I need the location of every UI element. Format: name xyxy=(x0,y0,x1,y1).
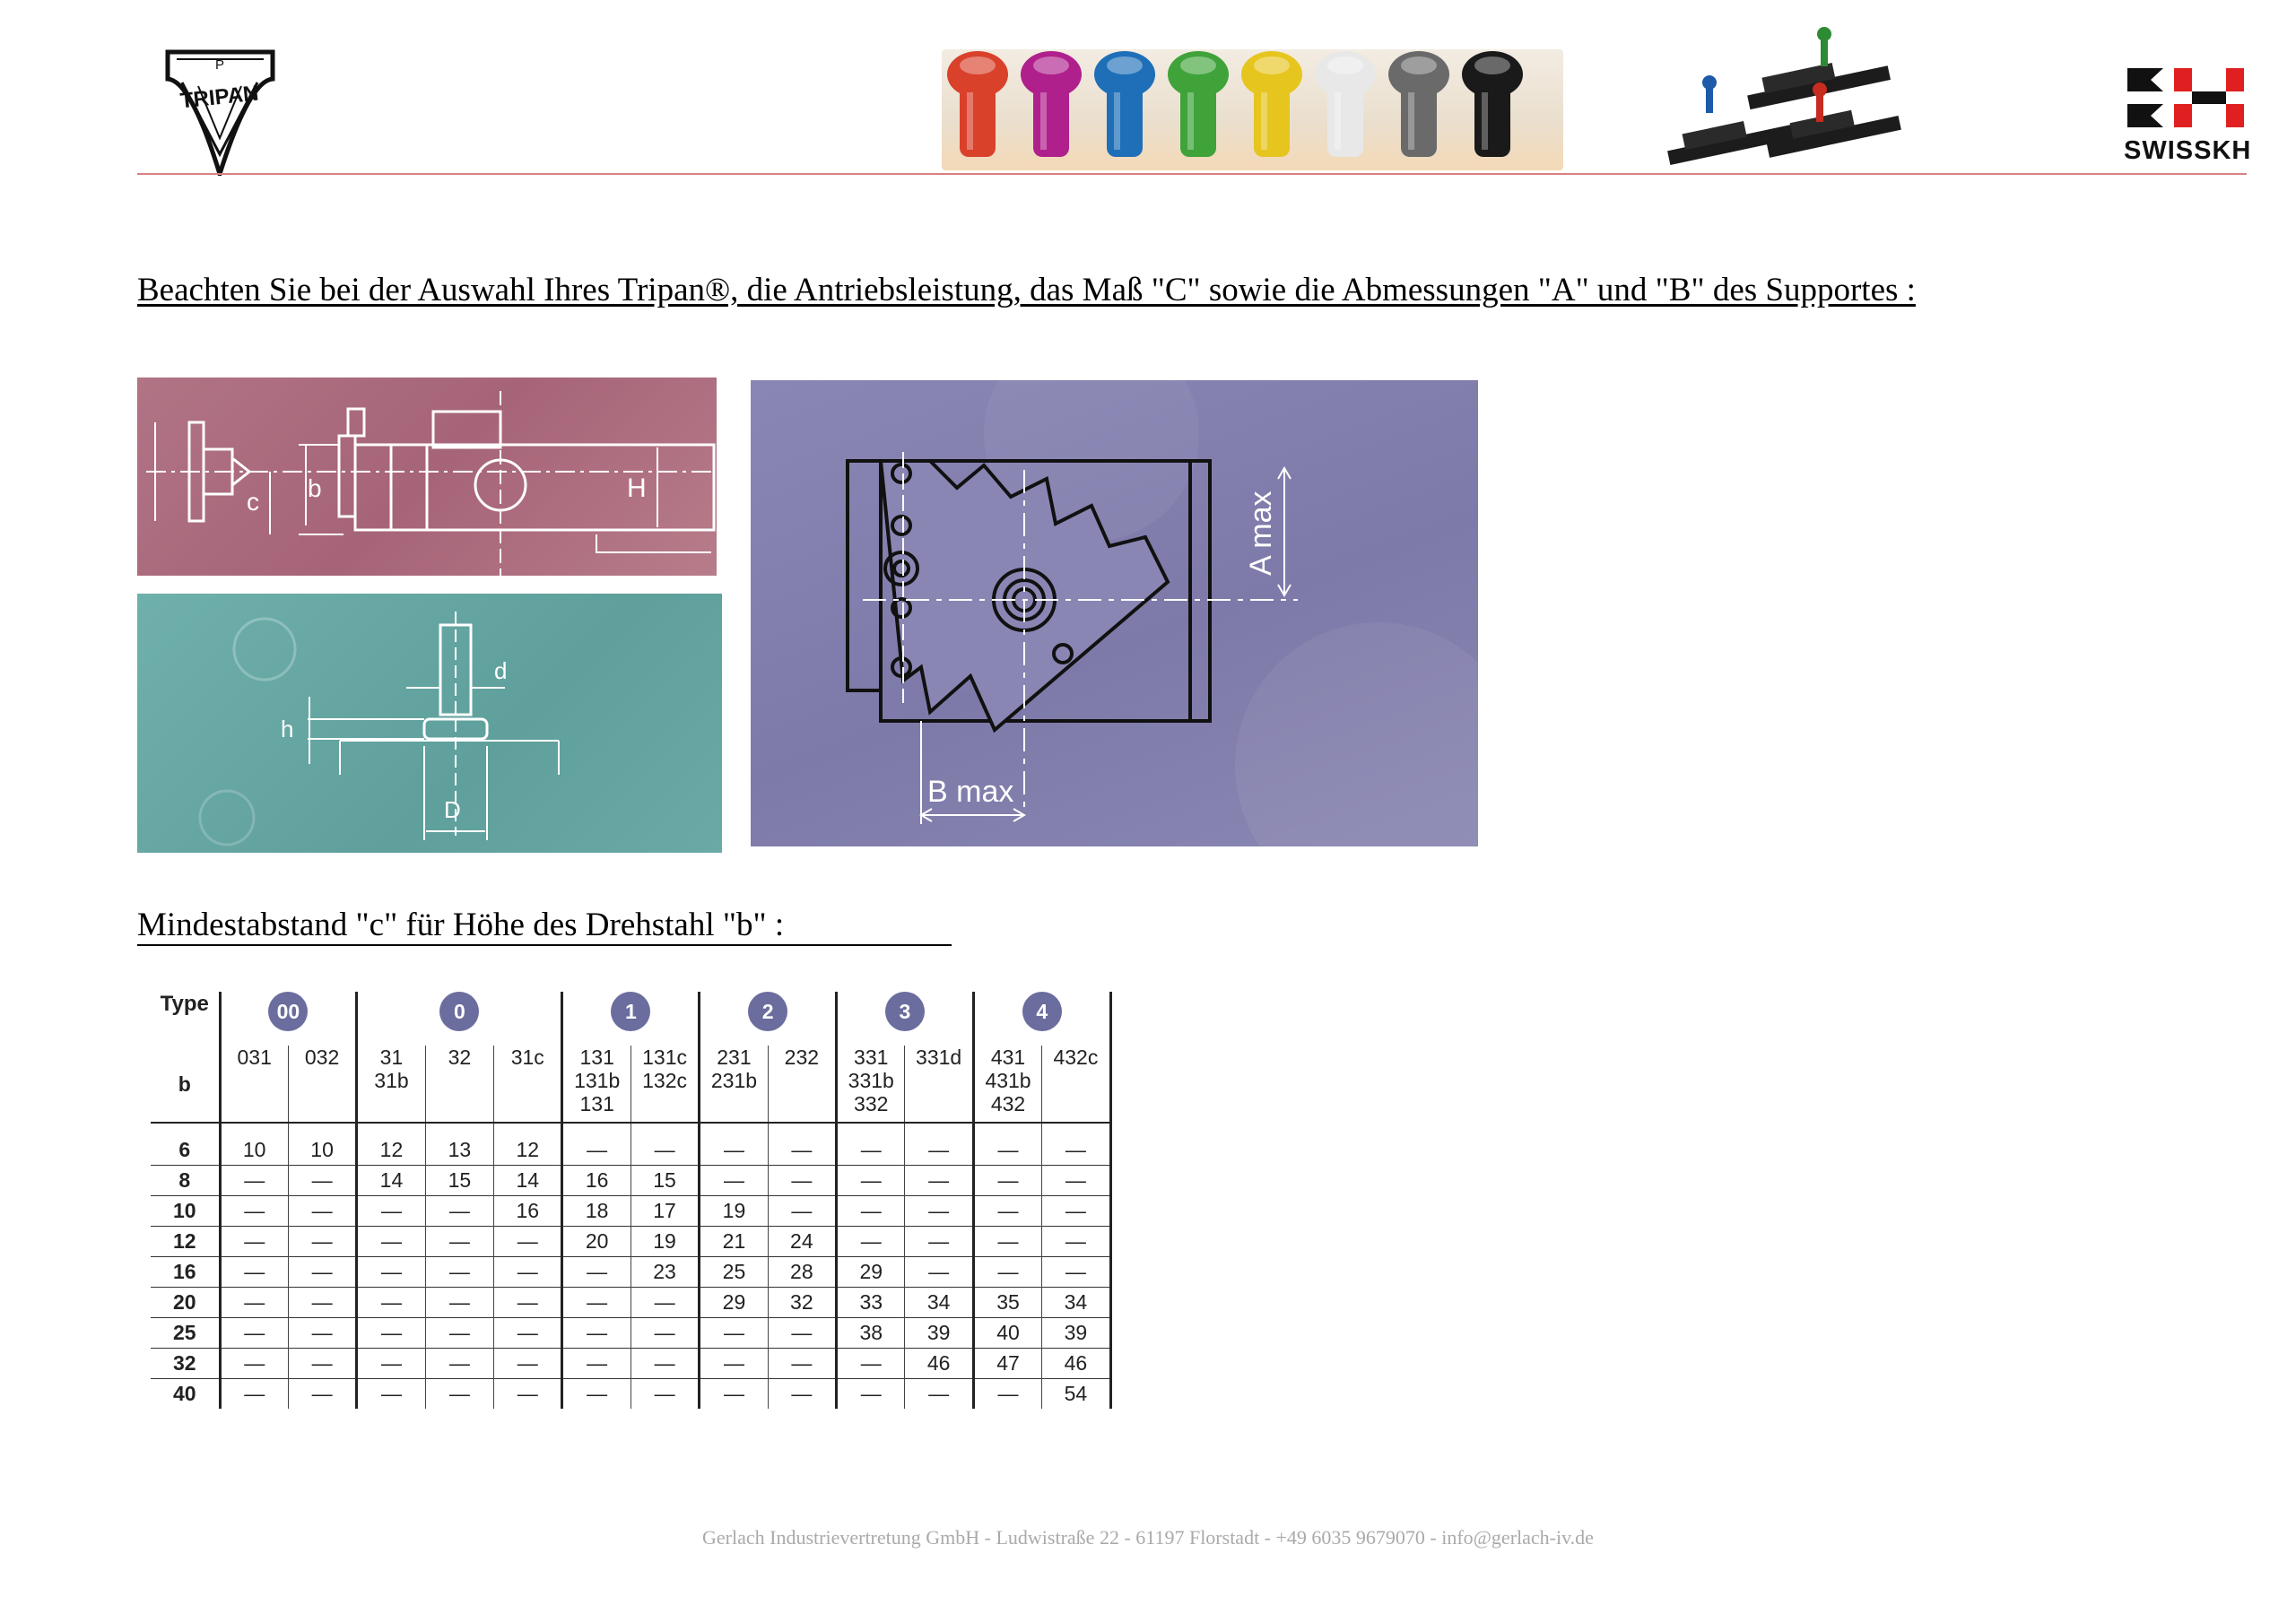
label-H: H xyxy=(627,473,647,503)
type-label: Type xyxy=(160,992,209,1016)
table-cell: 17 xyxy=(631,1196,699,1227)
table-cell: — xyxy=(220,1196,288,1227)
type-badge: 3 xyxy=(885,992,925,1031)
table-cell: — xyxy=(425,1318,493,1349)
table-cell: — xyxy=(1042,1196,1110,1227)
model-cell: 32 xyxy=(425,1046,493,1123)
type-group-3 xyxy=(837,992,974,1046)
header-divider xyxy=(137,173,2247,175)
table-cell: — xyxy=(700,1166,768,1196)
table-cell: — xyxy=(220,1166,288,1196)
swisskh-logo xyxy=(2124,65,2252,168)
table-cell: — xyxy=(700,1379,768,1410)
type-badge: 4 xyxy=(1022,992,1062,1031)
model-cell: 032 xyxy=(288,1046,356,1123)
table-cell: 16 xyxy=(562,1166,631,1196)
model-cell: 31c xyxy=(494,1046,562,1123)
table-heading xyxy=(137,906,784,944)
table-cell: 25 xyxy=(700,1257,768,1288)
table-cell: — xyxy=(631,1349,699,1379)
type-group-2 xyxy=(700,992,837,1046)
selection-heading xyxy=(137,271,1916,309)
table-cell: — xyxy=(357,1288,425,1318)
table-cell: — xyxy=(700,1318,768,1349)
table-cell: 15 xyxy=(425,1166,493,1196)
spec-table xyxy=(151,992,1112,1409)
table-cell: 20 xyxy=(562,1227,631,1257)
table-cell: 14 xyxy=(494,1166,562,1196)
type-badge: 2 xyxy=(748,992,787,1031)
table-cell: — xyxy=(631,1288,699,1318)
table-cell: 29 xyxy=(700,1288,768,1318)
table-cell: — xyxy=(494,1288,562,1318)
table-cell: — xyxy=(562,1257,631,1288)
table-row xyxy=(151,1196,1110,1227)
table-row xyxy=(151,1135,1110,1166)
table-cell: — xyxy=(220,1227,288,1257)
table-cell: — xyxy=(494,1318,562,1349)
b-value: 10 xyxy=(172,1199,196,1222)
b-value: 12 xyxy=(172,1229,196,1253)
table-cell: 10 xyxy=(220,1135,288,1166)
table-cell: 18 xyxy=(562,1196,631,1227)
type-badge: 0 xyxy=(439,992,479,1031)
model-cell: 231 231b xyxy=(700,1046,768,1123)
type-group-4 xyxy=(973,992,1110,1046)
table-cell: — xyxy=(425,1349,493,1379)
tool-height-diagram xyxy=(137,378,717,576)
table-cell: — xyxy=(700,1135,768,1166)
table-cell: — xyxy=(768,1166,836,1196)
table-cell: — xyxy=(1042,1257,1110,1288)
table-cell: 40 xyxy=(973,1318,1041,1349)
table-cell: 32 xyxy=(768,1288,836,1318)
table-cell: 19 xyxy=(631,1227,699,1257)
tripan-logo-letter: P xyxy=(214,57,225,73)
header-rule-row xyxy=(151,1123,1110,1135)
table-cell: — xyxy=(837,1379,905,1410)
table-cell: — xyxy=(220,1349,288,1379)
knob-4 xyxy=(1168,51,1229,157)
label-b-max: B max xyxy=(927,775,1014,809)
table-cell: — xyxy=(288,1257,356,1288)
table-cell: — xyxy=(562,1288,631,1318)
table-cell: — xyxy=(494,1227,562,1257)
type-badge: 00 xyxy=(268,992,308,1031)
table-cell: — xyxy=(973,1227,1041,1257)
b-value: 16 xyxy=(172,1260,196,1283)
table-cell: — xyxy=(631,1135,699,1166)
table-cell: — xyxy=(288,1288,356,1318)
knob-8 xyxy=(1462,51,1523,157)
table-cell: — xyxy=(1042,1166,1110,1196)
table-cell: — xyxy=(905,1135,973,1166)
table-row xyxy=(151,1288,1110,1318)
type-group-0 xyxy=(357,992,562,1046)
table-cell: 33 xyxy=(837,1288,905,1318)
table-cell: — xyxy=(288,1166,356,1196)
table-cell: — xyxy=(562,1379,631,1410)
label-a-max: A max xyxy=(1244,490,1278,576)
model-cell: 031 xyxy=(220,1046,288,1123)
table-cell: — xyxy=(1042,1135,1110,1166)
table-cell: 39 xyxy=(905,1318,973,1349)
table-cell: — xyxy=(905,1257,973,1288)
model-cell: 131 131b 131 xyxy=(562,1046,631,1123)
b-value: 25 xyxy=(172,1321,196,1344)
table-cell: 15 xyxy=(631,1166,699,1196)
model-cell: 432c xyxy=(1042,1046,1110,1123)
tripan-logo xyxy=(164,47,276,176)
table-cell: 46 xyxy=(905,1349,973,1379)
knob-5 xyxy=(1241,51,1302,157)
table-cell: — xyxy=(905,1227,973,1257)
knob-3 xyxy=(1094,51,1155,157)
table-cell: — xyxy=(562,1349,631,1379)
table-cell: — xyxy=(973,1257,1041,1288)
table-cell: 54 xyxy=(1042,1379,1110,1410)
table-cell: — xyxy=(562,1318,631,1349)
table-cell: 38 xyxy=(837,1318,905,1349)
table-cell: 47 xyxy=(973,1349,1041,1379)
table-cell: 46 xyxy=(1042,1349,1110,1379)
table-cell: — xyxy=(220,1379,288,1410)
table-cell: 24 xyxy=(768,1227,836,1257)
table-cell: 29 xyxy=(837,1257,905,1288)
table-cell: — xyxy=(905,1166,973,1196)
table-cell: — xyxy=(562,1135,631,1166)
tripan-logo-text: TRIPAN xyxy=(178,81,260,114)
table-cell: — xyxy=(288,1227,356,1257)
table-row xyxy=(151,1166,1110,1196)
table-cell: 23 xyxy=(631,1257,699,1288)
table-cell: 12 xyxy=(494,1135,562,1166)
table-cell: — xyxy=(220,1257,288,1288)
b-value: 32 xyxy=(172,1351,196,1375)
table-cell: — xyxy=(837,1227,905,1257)
table-cell: — xyxy=(905,1196,973,1227)
table-cell: — xyxy=(768,1135,836,1166)
swisskh-logo-text: SWISSKH xyxy=(2124,136,2252,165)
knob-7 xyxy=(1388,51,1449,157)
table-cell: 39 xyxy=(1042,1318,1110,1349)
table-cell: — xyxy=(288,1196,356,1227)
table-cell: 34 xyxy=(1042,1288,1110,1318)
label-h: h xyxy=(281,716,294,742)
model-cell: 331d xyxy=(905,1046,973,1123)
table-cell: — xyxy=(631,1318,699,1349)
table-row xyxy=(151,1227,1110,1257)
table-cell: — xyxy=(837,1196,905,1227)
b-value: 40 xyxy=(172,1382,196,1405)
label-D: D xyxy=(444,796,461,823)
table-cell: — xyxy=(837,1166,905,1196)
table-cell: — xyxy=(220,1318,288,1349)
toolholder-photo xyxy=(1650,20,1901,168)
table-cell: — xyxy=(631,1379,699,1410)
table-cell: — xyxy=(357,1349,425,1379)
table-cell: — xyxy=(357,1227,425,1257)
table-cell: — xyxy=(973,1379,1041,1410)
table-cell: — xyxy=(288,1349,356,1379)
table-row xyxy=(151,1349,1110,1379)
model-cell: 431 431b 432 xyxy=(973,1046,1041,1123)
model-cell: 331 331b 332 xyxy=(837,1046,905,1123)
table-cell: — xyxy=(973,1166,1041,1196)
table-cell: — xyxy=(425,1227,493,1257)
table-cell: — xyxy=(905,1379,973,1410)
table-cell: 28 xyxy=(768,1257,836,1288)
table-cell: 12 xyxy=(357,1135,425,1166)
table-cell: 19 xyxy=(700,1196,768,1227)
table-cell: — xyxy=(425,1379,493,1410)
table-cell: — xyxy=(494,1349,562,1379)
table-cell: — xyxy=(973,1135,1041,1166)
table-cell: 14 xyxy=(357,1166,425,1196)
b-label: b xyxy=(178,1072,191,1096)
table-cell: — xyxy=(700,1349,768,1379)
table-cell: — xyxy=(973,1196,1041,1227)
min-distance-table xyxy=(151,992,1110,1426)
table-cell: — xyxy=(220,1288,288,1318)
b-value: 6 xyxy=(178,1138,191,1161)
table-cell: 13 xyxy=(425,1135,493,1166)
screw-dimension-diagram xyxy=(137,594,722,853)
table-cell: 35 xyxy=(973,1288,1041,1318)
footer-contact: Gerlach Industrievertretung GmbH - Ludwistraße 22 - 61197 Florstadt - +49 6035 9679070 - info@gerlach-iv.de xyxy=(702,1526,1594,1549)
table-cell: — xyxy=(1042,1227,1110,1257)
table-cell: — xyxy=(357,1196,425,1227)
table-cell: — xyxy=(288,1379,356,1410)
table-cell: — xyxy=(837,1135,905,1166)
table-cell: — xyxy=(768,1379,836,1410)
b-value: 20 xyxy=(172,1290,196,1314)
table-cell: 34 xyxy=(905,1288,973,1318)
model-cell: 131c 132c xyxy=(631,1046,699,1123)
type-group-1 xyxy=(562,992,700,1046)
table-cell: — xyxy=(494,1379,562,1410)
label-d: d xyxy=(494,657,508,684)
table-cell: — xyxy=(357,1318,425,1349)
type-badge: 1 xyxy=(611,992,650,1031)
table-cell: — xyxy=(768,1318,836,1349)
table-cell: — xyxy=(288,1318,356,1349)
knob-2 xyxy=(1021,51,1082,157)
table-cell: — xyxy=(494,1257,562,1288)
model-cell: 232 xyxy=(768,1046,836,1123)
knob-6 xyxy=(1315,51,1376,157)
table-cell: 16 xyxy=(494,1196,562,1227)
selection-heading-text: Beachten Sie bei der Auswahl Ihres Tripan®, die Antriebsleistung, das Maß "C" sowie die Abmessungen "A" und "B" des Supportes : xyxy=(137,272,1916,308)
table-cell: 21 xyxy=(700,1227,768,1257)
table-row xyxy=(151,1379,1110,1410)
table-heading-underline xyxy=(137,944,952,946)
b-value: 8 xyxy=(178,1168,191,1192)
table-cell: 10 xyxy=(288,1135,356,1166)
type-row xyxy=(151,992,1110,1046)
table-cell: — xyxy=(357,1379,425,1410)
table-cell: — xyxy=(768,1349,836,1379)
support-dimension-diagram xyxy=(751,380,1478,846)
table-cell: — xyxy=(425,1196,493,1227)
model-cell: 31 31b xyxy=(357,1046,425,1123)
table-cell: — xyxy=(357,1257,425,1288)
label-c: c xyxy=(247,488,259,516)
label-b: b xyxy=(308,474,322,502)
table-cell: — xyxy=(837,1349,905,1379)
table-row xyxy=(151,1257,1110,1288)
knob-1 xyxy=(947,51,1008,157)
colored-knobs-photo xyxy=(942,49,1563,170)
type-group-00 xyxy=(220,992,357,1046)
page-header xyxy=(0,0,2296,179)
model-row xyxy=(151,1046,1110,1123)
table-cell: — xyxy=(425,1288,493,1318)
table-row xyxy=(151,1318,1110,1349)
table-heading-text: Mindestabstand "c" für Höhe des Drehstahl "b" : xyxy=(137,907,785,943)
table-cell: — xyxy=(425,1257,493,1288)
table-cell: — xyxy=(768,1196,836,1227)
